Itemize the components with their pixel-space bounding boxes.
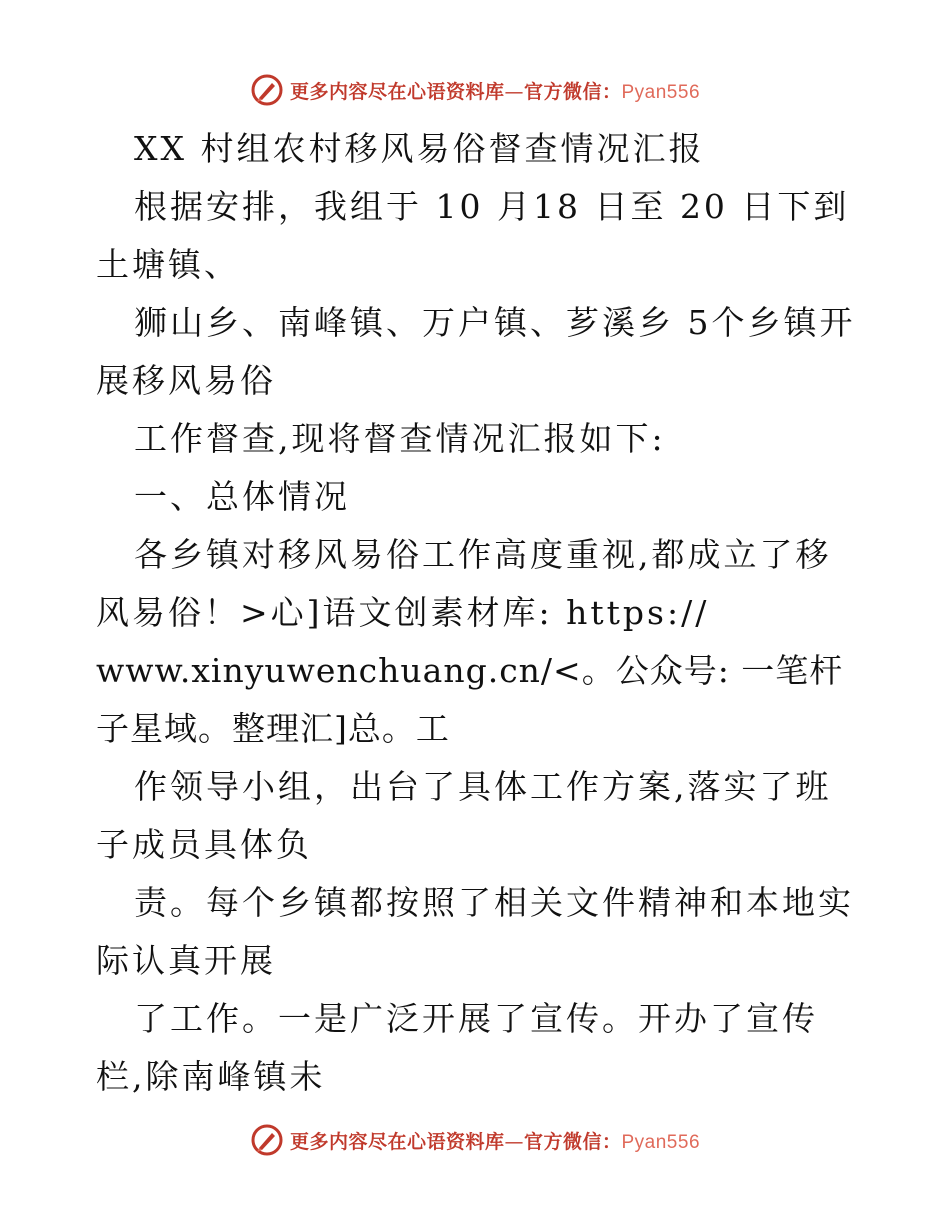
pen-logo-icon <box>250 1123 284 1157</box>
footer-banner <box>0 1120 950 1160</box>
paragraph-line: 根据安排，我组于 10 月18 日至 20 日下到土塘镇、 <box>96 187 850 284</box>
header-wechat-label: 官方微信： <box>523 80 622 103</box>
header-wechat-id: Pyan556 <box>621 81 701 103</box>
paragraph-line: 作领导小组，出台了具体工作方案,落实了班子成员具体负 <box>96 767 832 864</box>
header-banner <box>0 70 950 110</box>
document-body <box>96 120 856 1106</box>
footer-banner-text <box>290 1127 700 1154</box>
header-banner-text <box>290 77 700 104</box>
header-separator: — <box>504 80 524 103</box>
paragraph-line: 狮山乡、南峰镇、万户镇、芗溪乡 5个乡镇开展移风易俗 <box>96 303 856 400</box>
paragraph-line: 了工作。一是广泛开展了宣传。开办了宣传栏,除南峰镇未 <box>96 999 818 1096</box>
paragraph-line: 各乡镇对移风易俗工作高度重视,都成立了移风易俗！>心]语文创素材库: https:// <box>96 535 832 632</box>
document-title: XX 村组农村移风易俗督查情况汇报 <box>134 129 705 168</box>
paragraph-line: www.xinyuwenchuang.cn/<。公众号: 一笔杆子星域。整理汇]总。工 <box>96 651 844 748</box>
pen-logo-icon <box>250 73 284 107</box>
paragraph-line: 工作督查,现将督查情况汇报如下: <box>134 419 666 458</box>
footer-separator: — <box>504 1130 524 1153</box>
footer-wechat-id: Pyan556 <box>621 1131 701 1153</box>
section-heading: 一、总体情况 <box>134 477 350 516</box>
header-library-text: 更多内容尽在心语资料库 <box>289 80 505 103</box>
footer-library-text: 更多内容尽在心语资料库 <box>289 1130 505 1153</box>
paragraph-line: 责。每个乡镇都按照了相关文件精神和本地实际认真开展 <box>96 883 854 980</box>
footer-wechat-label: 官方微信： <box>523 1130 622 1153</box>
